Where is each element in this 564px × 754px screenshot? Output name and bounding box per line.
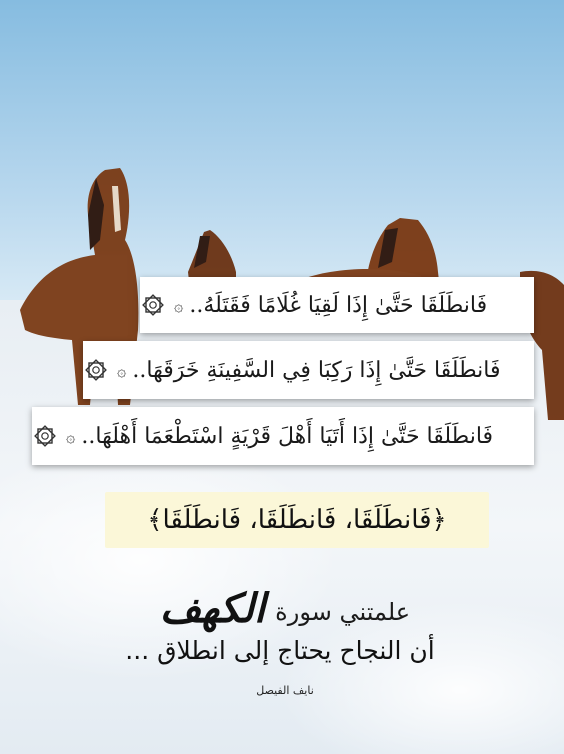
verse-card-3	[32, 407, 534, 465]
author-signature: نايف الفيصل	[256, 684, 314, 697]
ayah-separator-icon: ۞	[117, 360, 127, 380]
eight-point-star-icon	[83, 357, 109, 383]
ayah-separator-icon: ۞	[174, 295, 184, 315]
lesson-heading	[120, 578, 450, 632]
verse-card-1	[140, 277, 534, 333]
surah-name-calligraphy: الكهف	[159, 585, 266, 632]
eight-point-star-icon	[140, 292, 166, 318]
verse-text-2: فَانطَلَقَا حَتَّىٰ إِذَا رَكِبَا فِي السَّفِينَةِ خَرَقَهَا..	[132, 357, 501, 383]
ayah-separator-icon: ۞	[66, 426, 76, 446]
eight-point-star-icon	[32, 423, 58, 449]
lesson-statement: أن النجاح يحتاج إلى انطلاق ...	[125, 636, 435, 665]
verse-card-2	[83, 341, 534, 399]
chorus-banner: ﴿فَانطَلَقَا، فَانطَلَقَا، فَانطَلَقَا﴾	[105, 492, 489, 548]
verse-text-1: فَانطَلَقَا حَتَّىٰ إِذَا لَقِيَا غُلَامًا فَقَتَلَهُ..	[189, 292, 488, 318]
lesson-prefix: علمتني سورة	[275, 598, 411, 626]
verse-text-3: فَانطَلَقَا حَتَّىٰ إِذَا أَتَيَا أَهْلَ قَرْيَةٍ اسْتَطْعَمَا أَهْلَهَا..	[81, 423, 494, 449]
